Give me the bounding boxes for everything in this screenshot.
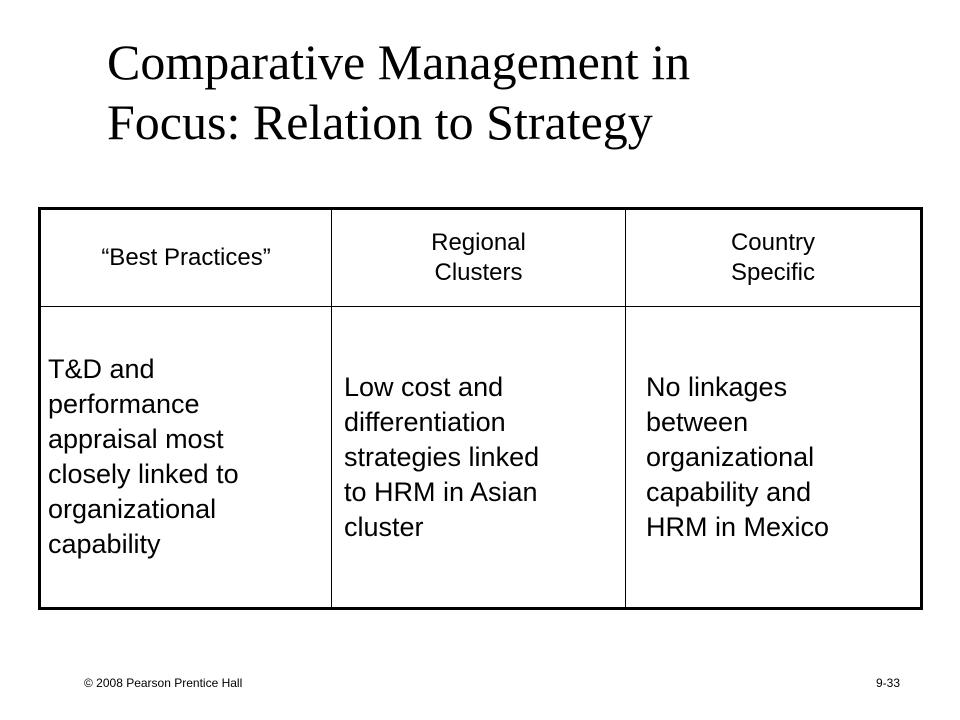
title-line: Focus: Relation to Strategy bbox=[107, 94, 653, 150]
footer-copyright: © 2008 Pearson Prentice Hall bbox=[84, 676, 243, 690]
cell-line: HRM in Mexico bbox=[646, 511, 830, 542]
header-line: Regional bbox=[431, 229, 526, 256]
cell-country-specific bbox=[626, 307, 922, 609]
cell-best-practices bbox=[40, 307, 332, 609]
header-line: Country bbox=[730, 229, 816, 256]
cell-line: organizational bbox=[646, 441, 815, 472]
cell-line: strategies linked bbox=[344, 441, 540, 472]
cell-line: T&D and bbox=[48, 354, 155, 384]
cell-line: appraisal most bbox=[48, 424, 224, 454]
cell-line: between bbox=[646, 406, 749, 437]
table-header-row bbox=[40, 209, 922, 307]
table-row bbox=[40, 307, 922, 609]
header-regional-clusters bbox=[332, 209, 626, 307]
slide-title bbox=[107, 32, 927, 152]
cell-line: capability bbox=[48, 529, 161, 559]
cell-line: Low cost and bbox=[344, 371, 504, 402]
cell-line: differentiation bbox=[344, 406, 506, 437]
strategy-table bbox=[38, 207, 923, 610]
cell-line: to HRM in Asian bbox=[344, 476, 538, 507]
header-best-practices bbox=[40, 209, 332, 307]
title-line: Comparative Management in bbox=[107, 34, 691, 90]
header-line: “Best Practices” bbox=[101, 244, 271, 271]
cell-line: cluster bbox=[344, 511, 424, 542]
footer-page-number: 9-33 bbox=[876, 676, 901, 690]
header-line: Clusters bbox=[434, 259, 523, 286]
cell-line: capability and bbox=[646, 476, 812, 507]
cell-line: closely linked to bbox=[48, 459, 239, 489]
header-line: Specific bbox=[730, 259, 816, 286]
cell-line: organizational bbox=[48, 494, 217, 524]
cell-line: performance bbox=[48, 389, 200, 419]
cell-regional-clusters bbox=[332, 307, 626, 609]
header-country-specific bbox=[626, 209, 922, 307]
cell-line: No linkages bbox=[646, 371, 788, 402]
